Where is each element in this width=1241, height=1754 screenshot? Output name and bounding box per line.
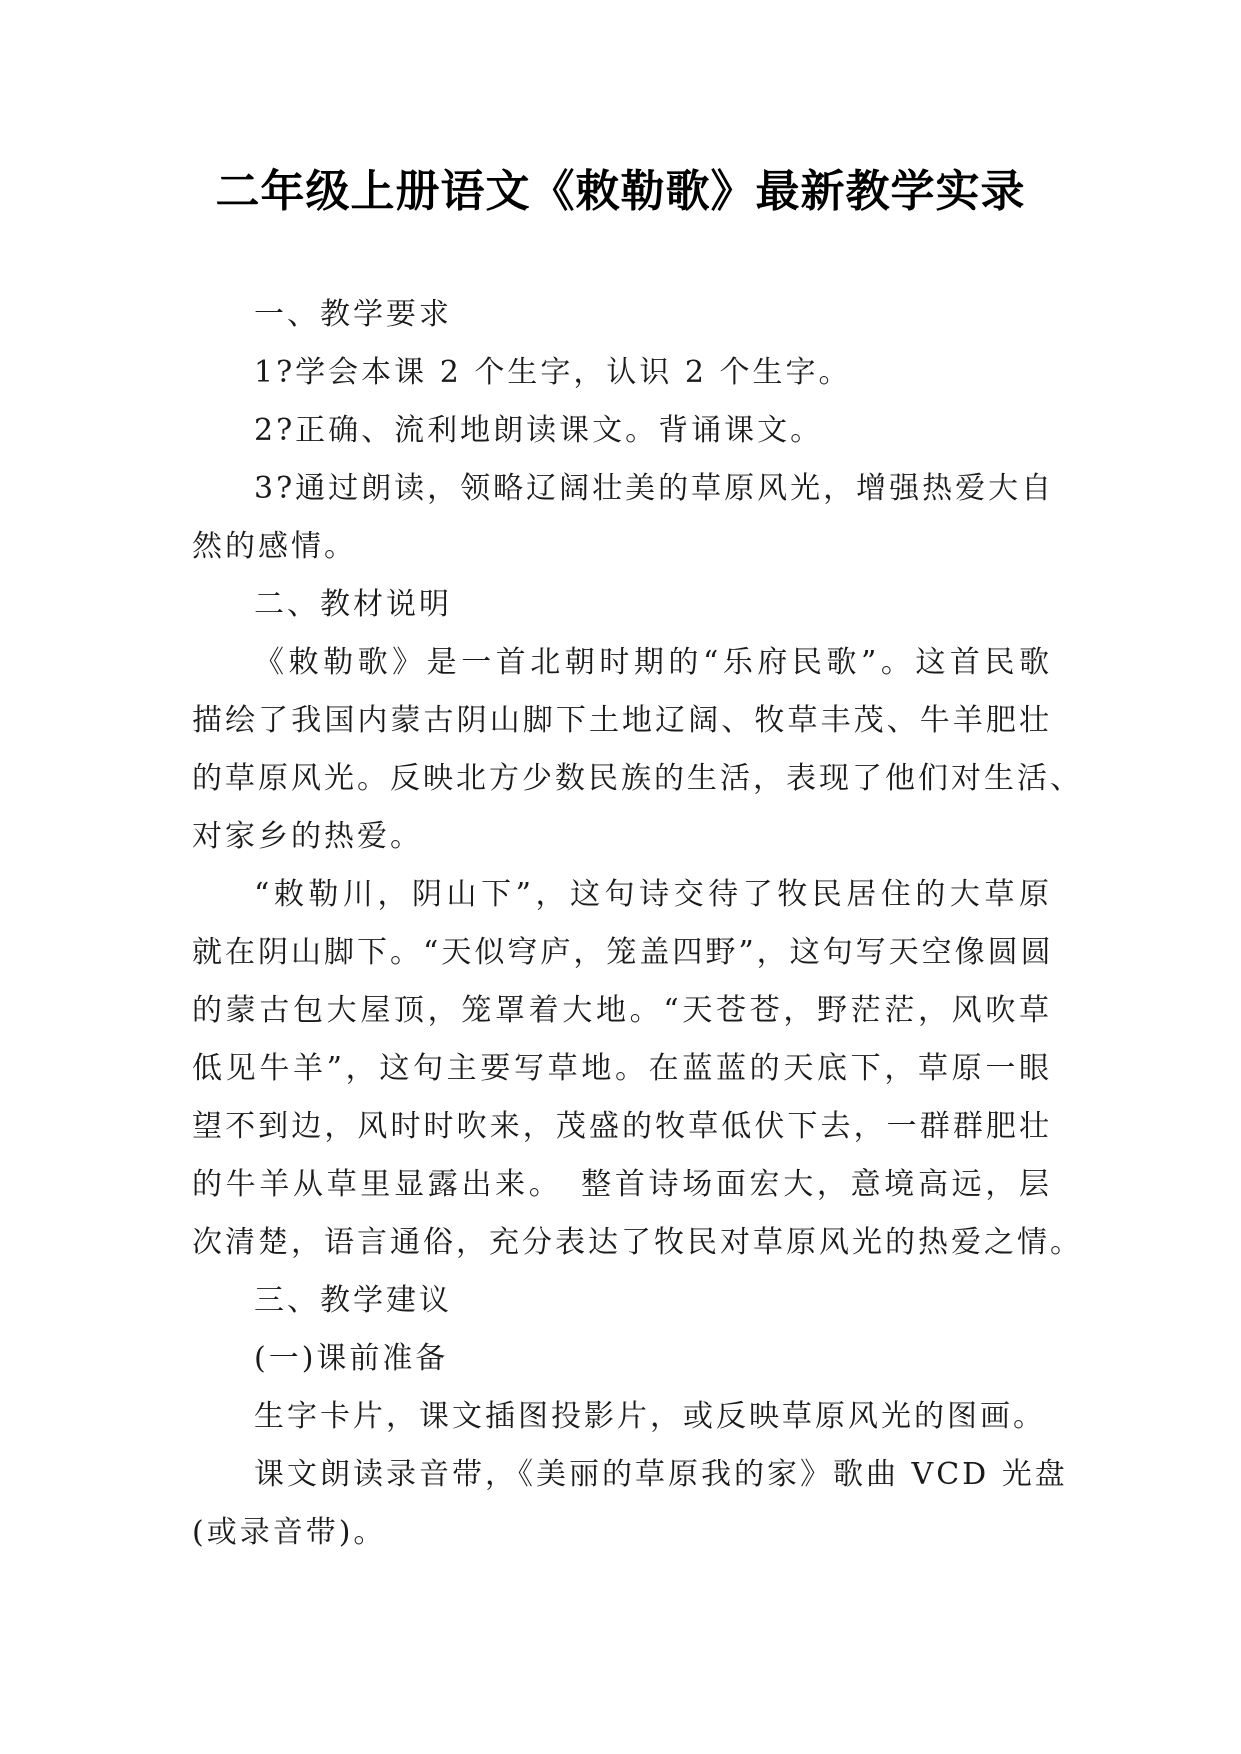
paragraph-line: 就在阴山脚下。“天似穹庐，笼盖四野”，这句写天空像圆圆 [192, 935, 1054, 970]
section-heading-requirements: 一、教学要求 [254, 297, 452, 332]
paragraph-line: 生字卡片，课文插图投影片，或反映草原风光的图画。 [254, 1399, 1046, 1434]
paragraph-line: 的牛羊从草里显露出来。 整首诗场面宏大，意境高远，层 [192, 1167, 1052, 1202]
paragraph-line: 《敕勒歌》是一首北朝时期的“乐府民歌”。这首民歌 [254, 645, 1052, 680]
paragraph-line: 3?通过朗读，领略辽阔壮美的草原风光，增强热爱大自 [254, 471, 1055, 506]
paragraph-line: 对家乡的热爱。 [192, 819, 423, 854]
section-heading-materials: 二、教材说明 [254, 587, 452, 622]
paragraph-line: 课文朗读录音带，《美丽的草原我的家》歌曲 VCD 光盘 [254, 1457, 1068, 1492]
paragraph-line: (或录音带)。 [192, 1515, 387, 1550]
section-heading-suggestions: 三、教学建议 [254, 1283, 452, 1318]
paragraph-line: 2?正确、流利地朗读课文。背诵课文。 [254, 413, 824, 448]
document-title: 二年级上册语文《敕勒歌》最新教学实录 [215, 166, 1026, 217]
document-body [192, 286, 1083, 1562]
subsection-heading: (一)课前准备 [254, 1341, 449, 1376]
paragraph-line: 望不到边，风时时吹来，茂盛的牧草低伏下去，一群群肥壮 [192, 1109, 1052, 1144]
paragraph-line: 描绘了我国内蒙古阴山脚下土地辽阔、牧草丰茂、牛羊肥壮 [192, 703, 1052, 738]
paragraph-line: “敕勒川，阴山下”，这句诗交待了牧民居住的大草原 [254, 877, 1052, 912]
paragraph-line: 次清楚，语言通俗，充分表达了牧民对草原风光的热爱之情。 [192, 1225, 1083, 1260]
paragraph-line: 然的感情。 [192, 529, 357, 564]
paragraph-line: 的蒙古包大屋顶，笼罩着大地。“天苍苍，野茫茫，风吹草 [192, 993, 1052, 1028]
paragraph-line: 的草原风光。反映北方少数民族的生活，表现了他们对生活、 [192, 761, 1083, 796]
paragraph-line: 1?学会本课 2 个生字，认识 2 个生字。 [254, 355, 852, 390]
paragraph-line: 低见牛羊”，这句主要写草地。在蓝蓝的天底下，草原一眼 [192, 1051, 1052, 1086]
